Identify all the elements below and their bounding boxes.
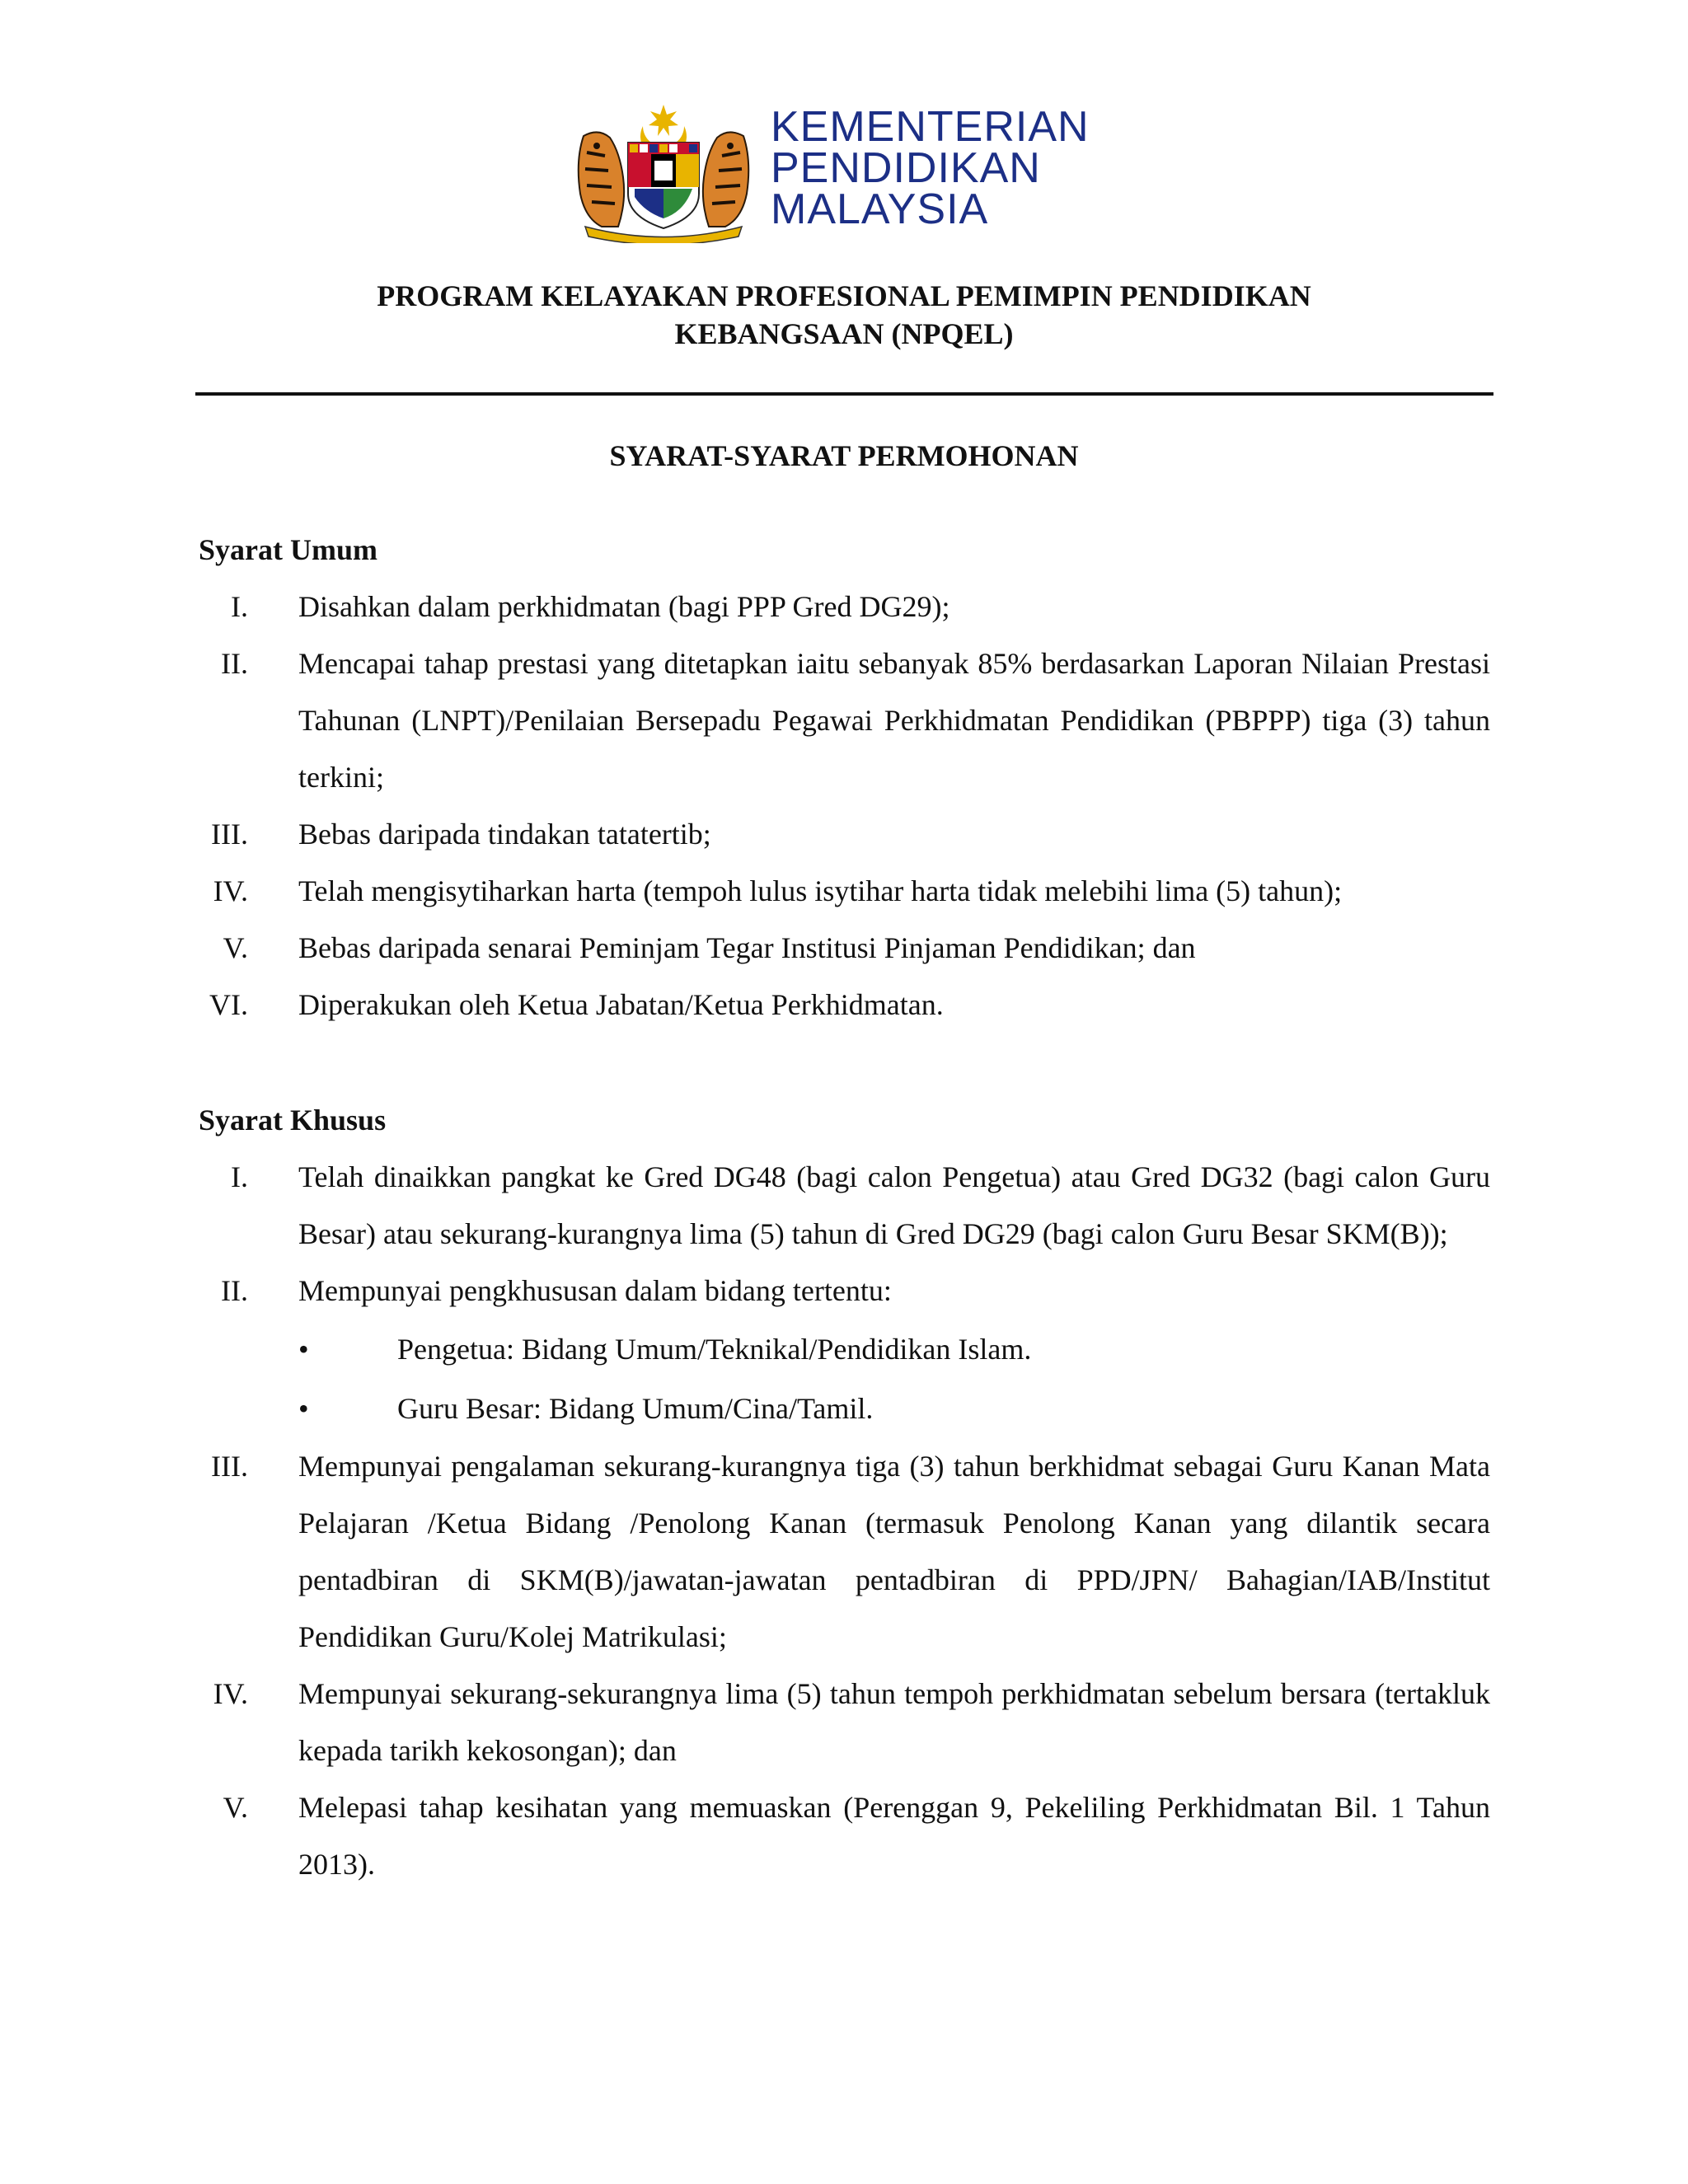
ministry-name — [771, 103, 1090, 233]
item-number: III. — [211, 1450, 248, 1483]
syarat-khusus-list — [199, 1149, 1490, 1893]
item-text: Telah dinaikkan pangkat ke Gred DG48 (bagi calon Pengetua) atau Gred DG32 (bagi calon Guru Besar) atau sekurang-kurangnya lima (5) tahun di Gred DG29 (bagi calon Guru Besar SKM(B)); — [298, 1160, 1490, 1250]
item-number: IV. — [213, 874, 248, 907]
item-text: Mempunyai sekurang-sekurangnya lima (5) tahun tempoh perkhidmatan sebelum bersara (tertakluk kepada tarikh kekosongan); dan — [298, 1677, 1490, 1767]
item-text: Disahkan dalam perkhidmatan (bagi PPP Gred DG29); — [298, 590, 950, 623]
item-number: V. — [223, 931, 248, 964]
list-item — [199, 1149, 1490, 1263]
ministry-logo — [569, 103, 1146, 251]
list-item — [199, 1666, 1490, 1779]
item-number: II. — [221, 647, 248, 680]
syarat-umum-list — [199, 579, 1490, 1033]
item-number: IV. — [213, 1677, 248, 1710]
syarat-umum-heading: Syarat Umum — [199, 533, 377, 566]
section-heading: SYARAT-SYARAT PERMOHONAN — [609, 439, 1079, 472]
list-item — [199, 1779, 1490, 1893]
ministry-name-line-3: MALAYSIA — [771, 185, 989, 233]
item-number: II. — [221, 1274, 248, 1307]
list-item — [199, 579, 1490, 635]
list-item — [199, 1438, 1490, 1666]
ministry-name-line-1: KEMENTERIAN — [771, 103, 1090, 151]
list-item — [199, 977, 1490, 1033]
item-number: I. — [231, 1160, 248, 1193]
item-text: Mempunyai pengkhususan dalam bidang tertentu: — [298, 1274, 892, 1307]
item-number: VI. — [209, 988, 248, 1021]
list-item — [199, 806, 1490, 863]
item-text: Telah mengisytiharkan harta (tempoh lulus isytihar harta tidak melebihi lima (5) tahun); — [298, 874, 1343, 907]
syarat-khusus-heading: Syarat Khusus — [199, 1104, 387, 1137]
ministry-name-line-2: PENDIDIKAN — [771, 144, 1041, 192]
document-title-line-1: PROGRAM KELAYAKAN PROFESIONAL PEMIMPIN PENDIDIKAN — [377, 279, 1311, 312]
list-item — [199, 1263, 1490, 1438]
item-number: III. — [211, 818, 248, 851]
bullet-list — [298, 1319, 1490, 1438]
item-text: Mencapai tahap prestasi yang ditetapkan iaitu sebanyak 85% berdasarkan Laporan Nilaian Prestasi Tahunan (LNPT)/Penilaian Bersepadu Pegawai Perkhidmatan Pendidikan (PBPPP) tiga (3) tahun terkini; — [298, 647, 1490, 794]
coat-of-arms-icon — [569, 103, 758, 243]
bullet-text: Pengetua: Bidang Umum/Teknikal/Pendidikan Islam. — [397, 1333, 1032, 1366]
item-text: Diperakukan oleh Ketua Jabatan/Ketua Perkhidmatan. — [298, 988, 944, 1021]
list-item — [199, 635, 1490, 806]
item-text: Bebas daripada tindakan tatatertib; — [298, 818, 711, 851]
list-item — [199, 920, 1490, 977]
item-number: V. — [223, 1791, 248, 1824]
bullet-icon: • — [298, 1392, 309, 1425]
list-item — [199, 863, 1490, 920]
bullet-item — [298, 1379, 1490, 1438]
document-title — [198, 277, 1490, 353]
document-title-line-2: KEBANGSAAN (NPQEL) — [674, 317, 1014, 350]
item-text: Melepasi tahap kesihatan yang memuaskan (Perenggan 9, Pekeliling Perkhidmatan Bil. 1 Tahun 2013). — [298, 1791, 1490, 1881]
bullet-icon: • — [298, 1333, 309, 1366]
bullet-item — [298, 1319, 1490, 1379]
bullet-text: Guru Besar: Bidang Umum/Cina/Tamil. — [397, 1392, 874, 1425]
horizontal-rule — [195, 392, 1493, 396]
item-text: Bebas daripada senarai Peminjam Tegar Institusi Pinjaman Pendidikan; dan — [298, 931, 1196, 964]
item-text: Mempunyai pengalaman sekurang-kurangnya tiga (3) tahun berkhidmat sebagai Guru Kanan Mata Pelajaran /Ketua Bidang /Penolong Kanan (termasuk Penolong Kanan yang dilantik secara pentadbiran di SKM(B)/jawatan-jawatan pentadbiran di PPD/JPN/ Bahagian/IAB/Institut Pendidikan Guru/Kolej Matrikulasi; — [298, 1450, 1490, 1653]
item-number: I. — [231, 590, 248, 623]
